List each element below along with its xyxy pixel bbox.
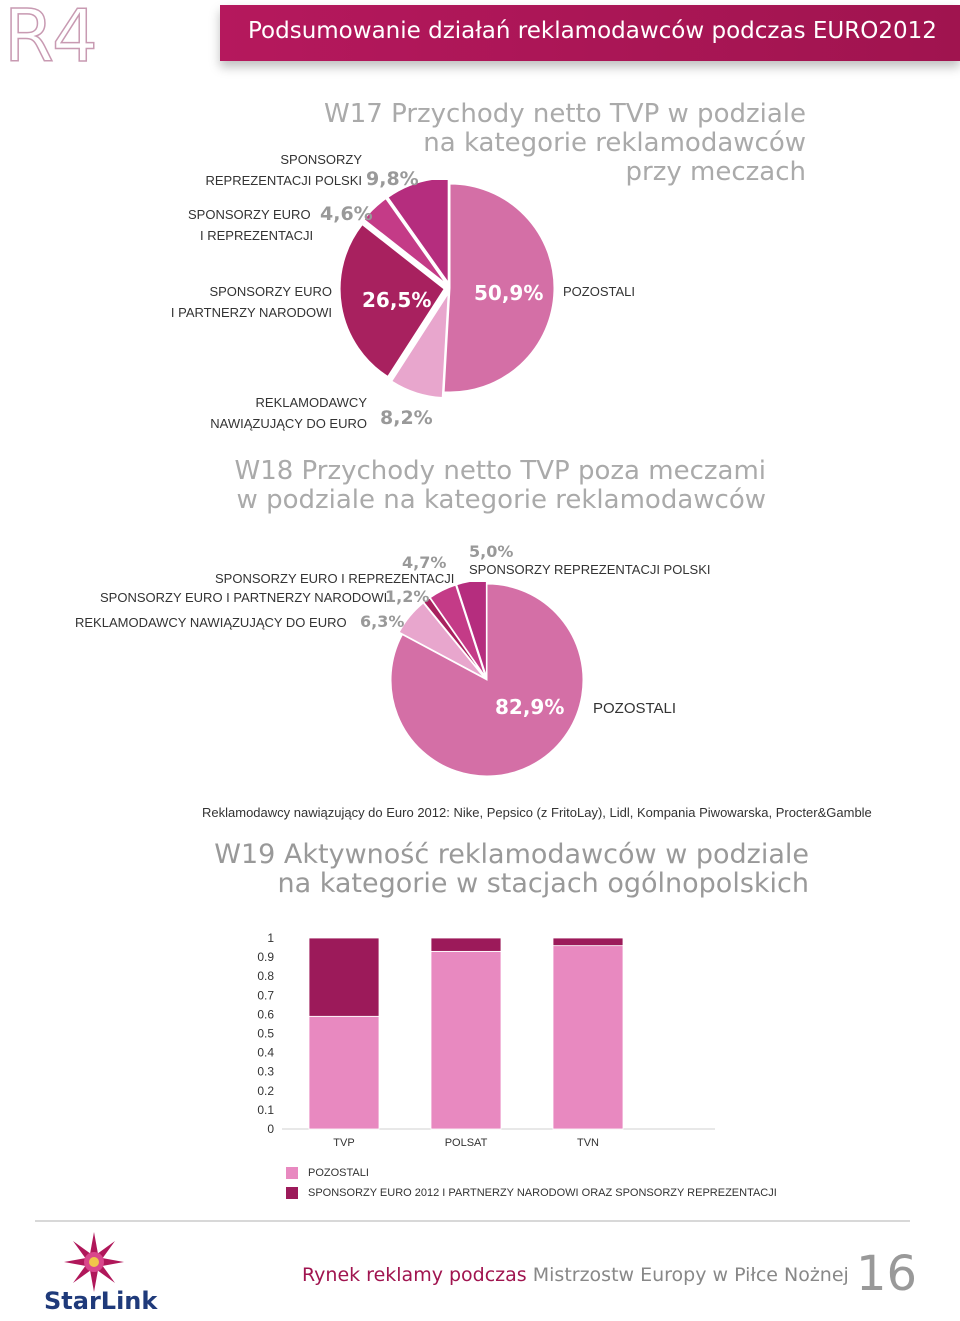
w18-title-line: W18 Przychody netto TVP poza meczami xyxy=(234,456,766,486)
w18-title-line: w podziale na kategorie reklamodawców xyxy=(236,485,766,515)
w17-pct-sponsorzy-euro-repr: 4,6% xyxy=(320,203,373,225)
legend-label: POZOSTALI xyxy=(308,1166,369,1179)
footer-divider xyxy=(35,1220,910,1222)
w17-label-line: SPONSORZY EURO xyxy=(209,284,332,299)
x-category-label: TVP xyxy=(333,1137,355,1149)
footer-title-bold: Rynek reklamy podczas xyxy=(302,1264,527,1286)
w19-title-line: na kategorie w stacjach ogólnopolskich xyxy=(277,868,809,899)
y-tick-label: 0.5 xyxy=(257,1026,274,1041)
bar-segment-polsat-pozostali xyxy=(431,951,501,1129)
w18-label-reklamodawcy: REKLAMODAWCY NAWIĄZUJĄCY DO EURO xyxy=(75,615,347,630)
y-tick-label: 0.3 xyxy=(257,1064,274,1079)
w19-bar-chart xyxy=(240,925,740,1155)
bar-segment-tvp-pozostali xyxy=(309,1016,379,1129)
footer-title xyxy=(302,1264,849,1286)
legend-label: SPONSORZY EURO 2012 I PARTNERZY NARODOWI ORAZ SPONSORZY REPREZENTACJI xyxy=(308,1186,777,1199)
w17-label-pozostali: POZOSTALI xyxy=(563,284,635,299)
y-tick-label: 0.9 xyxy=(257,950,274,965)
w17-label-sponsorzy-euro-repr xyxy=(188,204,313,246)
y-tick-label: 0.2 xyxy=(257,1083,274,1098)
w19-title xyxy=(214,840,809,898)
starlink-logo-text: StarLink xyxy=(44,1287,158,1315)
w17-title-line: przy meczach xyxy=(625,157,806,187)
w17-label-reklamodawcy xyxy=(210,392,367,434)
y-tick-label: 0.1 xyxy=(257,1102,274,1117)
y-tick-label: 0 xyxy=(267,1122,274,1136)
advertisers-note: Reklamodawcy nawiązujący do Euro 2012: Nike, Pepsico (z FritoLay), Lidl, Kompania Piwowarska, Procter&Gamble xyxy=(202,805,872,820)
w17-label-sponsorzy-partnerzy xyxy=(171,281,332,323)
w18-label-sponsorzy-partnerzy: SPONSORZY EURO I PARTNERZY NARODOWI xyxy=(100,590,388,605)
w18-pct-reklamodawcy: 6,3% xyxy=(360,612,405,631)
legend-item-sponsorzy xyxy=(286,1183,777,1203)
y-tick-label: 0.6 xyxy=(257,1007,274,1022)
bar-segment-tvn-pozostali xyxy=(553,946,623,1129)
bar-segment-tvp-sponsorzy xyxy=(309,938,379,1016)
y-tick-label: 0.8 xyxy=(257,969,274,984)
w18-label-sponsorzy-repr: SPONSORZY REPREZENTACJI POLSKI xyxy=(469,562,711,577)
w17-label-sponsorzy-repr xyxy=(205,149,362,191)
w17-label-line: REKLAMODAWCY xyxy=(255,395,367,410)
w18-title xyxy=(235,457,767,515)
w17-label-line: I REPREZENTACJI xyxy=(200,228,314,243)
x-category-label: TVN xyxy=(577,1137,599,1149)
w18-pct-pozostali: 82,9% xyxy=(495,695,565,719)
w19-title-line: W19 Aktywność reklamodawców w podziale xyxy=(214,839,809,870)
w17-pct-pozostali: 50,9% xyxy=(474,281,544,305)
page-number: 16 xyxy=(856,1246,918,1302)
w17-label-line: NAWIĄZUJĄCY DO EURO xyxy=(210,416,367,431)
footer-title-rest: Mistrzostw Europy w Piłce Nożnej xyxy=(532,1264,849,1286)
legend-swatch-light xyxy=(286,1167,298,1179)
w17-title-line: W17 Przychody netto TVP w podziale xyxy=(324,99,806,129)
w17-title-line: na kategorie reklamodawców xyxy=(423,128,806,158)
w19-legend xyxy=(286,1163,777,1203)
header-title: Podsumowanie działań reklamodawców podczas EURO2012 xyxy=(248,18,937,44)
w17-label-line: REPREZENTACJI POLSKI xyxy=(205,173,362,188)
w18-label-pozostali: POZOSTALI xyxy=(593,700,677,717)
w17-label-line: I PARTNERZY NARODOWI xyxy=(170,305,332,320)
w17-label-line: SPONSORZY xyxy=(280,152,362,167)
y-tick-label: 0.4 xyxy=(257,1045,274,1060)
w17-pct-sponsorzy-partnerzy: 26,5% xyxy=(362,288,432,312)
section-code: R4 xyxy=(4,0,96,78)
y-tick-label: 0.7 xyxy=(257,988,274,1003)
w18-label-sponsorzy-euro-repr: SPONSORZY EURO I REPREZENTACJI xyxy=(215,571,455,586)
bar-segment-tvn-sponsorzy xyxy=(553,938,623,946)
legend-item-pozostali xyxy=(286,1163,777,1183)
w18-pct-sponsorzy-repr: 5,0% xyxy=(469,542,514,561)
w18-pie-chart xyxy=(387,582,587,782)
w17-label-line: SPONSORZY EURO xyxy=(188,207,311,222)
y-tick-label: 1 xyxy=(267,931,274,945)
w17-pct-reklamodawcy: 8,2% xyxy=(380,407,433,429)
bar-segment-polsat-sponsorzy xyxy=(431,938,501,951)
w18-pct-sponsorzy-euro-repr: 4,7% xyxy=(402,553,447,572)
w18-pct-sponsorzy-partnerzy: 1,2% xyxy=(385,587,430,606)
w17-pct-sponsorzy-repr: 9,8% xyxy=(366,168,419,190)
starlink-logo-icon xyxy=(62,1230,126,1294)
legend-swatch-dark xyxy=(286,1187,298,1199)
x-category-label: POLSAT xyxy=(444,1137,488,1149)
